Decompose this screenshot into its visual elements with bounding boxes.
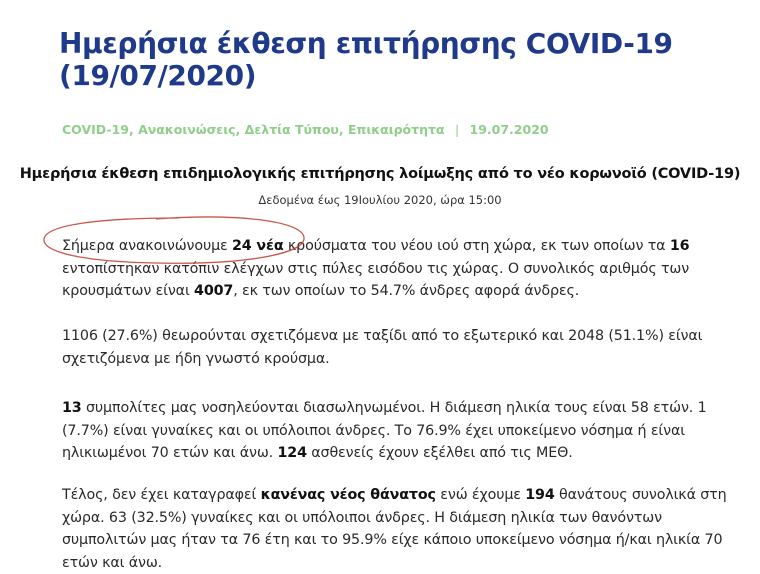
text: ενώ έχουμε [435,487,526,503]
paragraph-deaths [62,484,742,574]
border-cases-count: 16 [669,238,690,254]
article-meta [62,122,549,137]
paragraph-new-cases [62,235,742,303]
category-links[interactable]: COVID-19, Ανακοινώσεις, Δελτία Τύπου, Επικαιρότητα [62,122,445,137]
text: 1106 (27.6%) θεωρούνται σχετιζόμενα με ταξίδι από το εξωτερικό και 2048 (51.1%) είναι σχετιζόμενα με ήδη γνωστό κρούσμα. [62,328,703,367]
icu-discharged-count: 124 [277,445,307,461]
text: Τέλος, δεν έχει καταγραφεί [62,487,261,503]
publish-date: 19.07.2020 [469,122,549,137]
page-title: Ημερήσια έκθεση επιτήρησης COVID-19 (19/07/2020) [59,27,673,92]
text: εντοπίστηκαν κατόπιν ελέγχων στις πύλες εισόδου τις χώρας. Ο συνολικός αριθμός των κρουσμάτων είναι [62,260,690,299]
intubated-count: 13 [62,400,82,416]
text: θανάτους συνολικά στη χώρα. 63 (32.5%) γυναίκες και οι υπόλοιποι άνδρες. Η διάμεση ηλικία των θανόντων συμπολιτών μας ήταν τα 76 έτη και το 95.9% είχε κάποιο υποκείμενο νόσημα ή/και ηλικία 70 ετών και άνω. [62,487,727,571]
report-subheading: Δεδομένα έως 19Ιουλίου 2020, ώρα 15:00 [258,193,502,207]
total-cases-count: 4007 [194,283,234,299]
meta-separator: | [454,122,460,137]
total-deaths-count: 194 [525,487,555,503]
new-cases-count: 24 νέα [232,238,284,254]
no-new-deaths: κανένας νέος θάνατος [260,487,436,503]
text: ασθενείς έχουν εξέλθει από τις ΜΕΘ. [306,445,573,461]
text: κρούσματα του νέου ιού στη χώρα, εκ των οποίων τα [283,238,670,254]
text: , εκ των οποίων το 54.7% άνδρες αφορά άνδρες. [233,283,580,299]
paragraph-intubated [62,397,742,465]
report-heading: Ημερήσια έκθεση επιδημιολογικής επιτήρησης λοίμωξης από το νέο κορωνοϊό (COVID-19) [19,166,741,182]
text: Σήμερα ανακοινώνουμε [62,238,232,254]
paragraph-case-origin [62,325,742,370]
text: συμπολίτες μας νοσηλεύονται διασωληνωμένοι. Η διάμεση ηλικία τους είναι 58 ετών. 1 (7.7%) είναι γυναίκες και οι υπόλοιποι άνδρες. Το 76.9% έχει υποκείμενο νόσημα ή είναι ηλικιωμένοι 70 ετών και άνω. [62,400,707,461]
